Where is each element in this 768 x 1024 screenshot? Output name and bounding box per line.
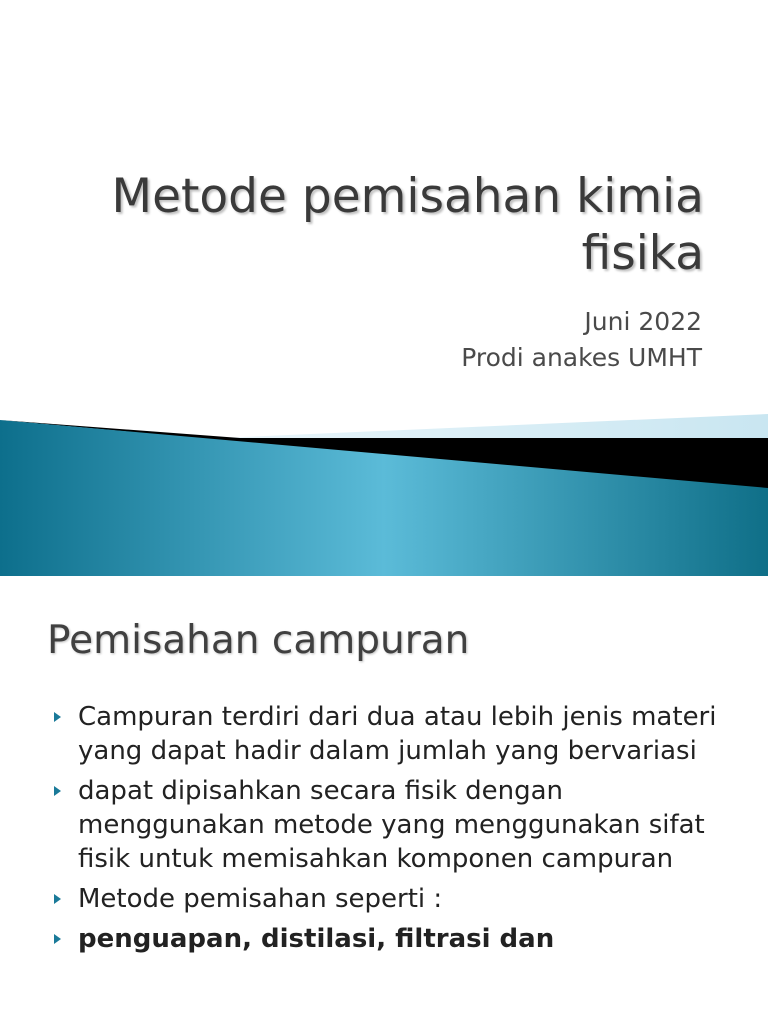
- bullet-arrow-icon: [54, 712, 61, 722]
- slide-title: [44, 168, 704, 282]
- bullet-text: dapat dipisahkan secara fisik dengan menggunakan metode yang menggunakan sifat fisik untuk memisahkan komponen campuran: [78, 776, 705, 874]
- slide-title-line-2: fisika: [581, 226, 704, 281]
- bullet-item: [50, 700, 740, 768]
- bullet-arrow-icon: [54, 894, 61, 904]
- bullet-list: [50, 700, 740, 962]
- subtitle-program: Prodi anakes UMHT: [461, 343, 702, 372]
- bullet-item: [50, 882, 740, 916]
- content-heading: Pemisahan campuran: [47, 618, 470, 663]
- light-stripe: [220, 414, 768, 440]
- bullet-text: penguapan, distilasi, filtrasi dan: [78, 924, 555, 954]
- bullet-item: [50, 922, 740, 956]
- slide-subtitle: [461, 304, 702, 376]
- bullet-text: Campuran terdiri dari dua atau lebih jenis materi yang dapat hadir dalam jumlah yang bervariasi: [78, 702, 717, 766]
- bullet-text: Metode pemisahan seperti :: [78, 884, 443, 914]
- bullet-arrow-icon: [54, 934, 61, 944]
- slide-title-line-1: Metode pemisahan kimia: [111, 169, 704, 224]
- subtitle-date: Juni 2022: [584, 307, 702, 336]
- bullet-arrow-icon: [54, 786, 61, 796]
- decorative-banner: [0, 400, 768, 576]
- bullet-item: [50, 774, 740, 876]
